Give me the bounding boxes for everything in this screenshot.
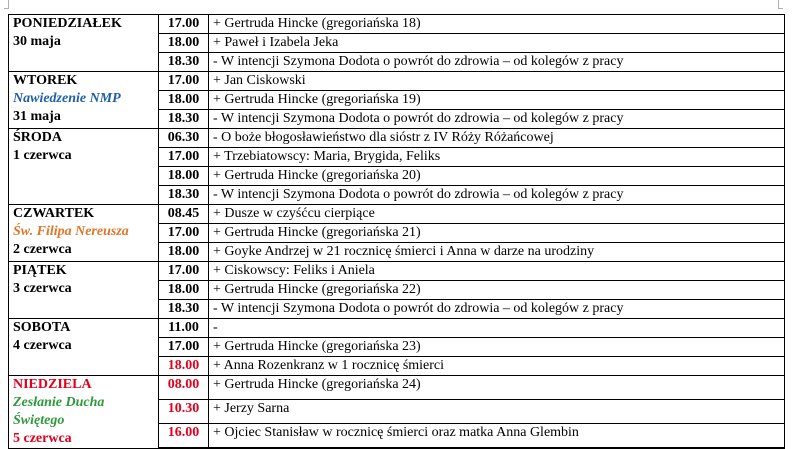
mass-intention: + Ojciec Stanisław w rocznicę śmierci oraz matka Anna Glembin bbox=[209, 423, 785, 447]
mass-time: 18.30 bbox=[159, 53, 209, 72]
mass-intention: + Gertruda Hincke (gregoriańska 18) bbox=[209, 15, 785, 34]
mass-intention: + Gertruda Hincke (gregoriańska 24) bbox=[209, 376, 785, 400]
mass-time: 18.30 bbox=[159, 110, 209, 129]
day-cell bbox=[9, 129, 159, 205]
mass-time: 18.00 bbox=[159, 243, 209, 262]
mass-intention: - W intencji Szymona Dodota o powrót do zdrowia – od kolegów z pracy bbox=[209, 300, 785, 319]
mass-time: 17.00 bbox=[159, 338, 209, 357]
day-line: 31 maja bbox=[13, 109, 61, 124]
day-cell bbox=[9, 205, 159, 262]
mass-time: 18.00 bbox=[159, 167, 209, 186]
day-name: ŚRODA bbox=[13, 130, 63, 145]
mass-intention: + Dusze w czyśćcu cierpiące bbox=[209, 205, 785, 224]
mass-intention: + Gertruda Hincke (gregoriańska 23) bbox=[209, 338, 785, 357]
day-cell bbox=[9, 319, 159, 376]
mass-intention: - bbox=[209, 319, 785, 338]
page-corner-mark-right bbox=[778, 0, 783, 9]
mass-intention: - W intencji Szymona Dodota o powrót do zdrowia – od kolegów z pracy bbox=[209, 53, 785, 72]
mass-row bbox=[9, 129, 785, 148]
mass-time: 10.30 bbox=[159, 399, 209, 423]
mass-time: 18.30 bbox=[159, 300, 209, 319]
day-line: 2 czerwca bbox=[13, 242, 72, 257]
day-line: 3 czerwca bbox=[13, 281, 72, 296]
mass-intention: + Gertruda Hincke (gregoriańska 21) bbox=[209, 224, 785, 243]
mass-intention: + Goyke Andrzej w 21 rocznicę śmierci i Anna w darze na urodziny bbox=[209, 243, 785, 262]
mass-time: 18.30 bbox=[159, 186, 209, 205]
mass-time: 17.00 bbox=[159, 262, 209, 281]
page-corner-mark-left bbox=[4, 0, 9, 9]
mass-intentions-table bbox=[8, 14, 785, 449]
day-line: 1 czerwca bbox=[13, 148, 72, 163]
day-cell bbox=[9, 262, 159, 319]
mass-intentions-body bbox=[9, 15, 785, 449]
mass-row bbox=[9, 72, 785, 91]
mass-time: 17.00 bbox=[159, 148, 209, 167]
mass-intention: + Ciskowscy: Feliks i Aniela bbox=[209, 262, 785, 281]
day-name: PONIEDZIAŁEK bbox=[13, 16, 122, 31]
mass-intention: + Paweł i Izabela Jeka bbox=[209, 34, 785, 53]
mass-time: 06.30 bbox=[159, 129, 209, 148]
mass-intention: - W intencji Szymona Dodota o powrót do zdrowia – od kolegów z pracy bbox=[209, 110, 785, 129]
mass-intention: + Trzebiatowscy: Maria, Brygida, Feliks bbox=[209, 148, 785, 167]
mass-time: 18.00 bbox=[159, 91, 209, 110]
day-name: NIEDZIELA bbox=[13, 377, 92, 392]
day-name: WTOREK bbox=[13, 73, 78, 88]
mass-intention: - O boże błogosławieństwo dla sióstr z IV Róży Różańcowej bbox=[209, 129, 785, 148]
mass-time: 17.00 bbox=[159, 224, 209, 243]
day-line: Nawiedzenie NMP bbox=[13, 91, 121, 106]
day-cell bbox=[9, 376, 159, 449]
mass-time: 17.00 bbox=[159, 15, 209, 34]
mass-time: 08.45 bbox=[159, 205, 209, 224]
mass-row bbox=[9, 262, 785, 281]
mass-intention bbox=[209, 447, 785, 448]
mass-time: 18.00 bbox=[159, 357, 209, 376]
day-line: Zesłanie Ducha bbox=[13, 395, 105, 410]
mass-intention: + Anna Rozenkranz w 1 rocznicę śmierci bbox=[209, 357, 785, 376]
day-cell bbox=[9, 72, 159, 129]
day-line: 5 czerwca bbox=[13, 431, 72, 446]
mass-intention: + Jerzy Sarna bbox=[209, 399, 785, 423]
mass-time: 16.00 bbox=[159, 423, 209, 447]
mass-intention: + Gertruda Hincke (gregoriańska 20) bbox=[209, 167, 785, 186]
day-line: 30 maja bbox=[13, 34, 61, 49]
mass-time: 11.00 bbox=[159, 319, 209, 338]
mass-intention: + Jan Ciskowski bbox=[209, 72, 785, 91]
day-name: SOBOTA bbox=[13, 320, 71, 335]
day-line: Świętego bbox=[13, 413, 65, 428]
mass-row bbox=[9, 376, 785, 400]
day-line: Św. Filipa Nereusza bbox=[13, 224, 129, 239]
mass-time: 17.00 bbox=[159, 72, 209, 91]
mass-intention: - W intencji Szymona Dodota o powrót do zdrowia – od kolegów z pracy bbox=[209, 186, 785, 205]
day-line: 4 czerwca bbox=[13, 338, 72, 353]
mass-time: 18.00 bbox=[159, 34, 209, 53]
mass-time bbox=[159, 447, 209, 448]
day-cell bbox=[9, 15, 159, 72]
day-name: PIĄTEK bbox=[13, 263, 67, 278]
mass-row bbox=[9, 205, 785, 224]
mass-intention: + Gertruda Hincke (gregoriańska 22) bbox=[209, 281, 785, 300]
mass-row bbox=[9, 15, 785, 34]
mass-time: 08.00 bbox=[159, 376, 209, 400]
day-name: CZWARTEK bbox=[13, 206, 95, 221]
mass-row bbox=[9, 319, 785, 338]
mass-intention: + Gertruda Hincke (gregoriańska 19) bbox=[209, 91, 785, 110]
mass-time: 18.00 bbox=[159, 281, 209, 300]
